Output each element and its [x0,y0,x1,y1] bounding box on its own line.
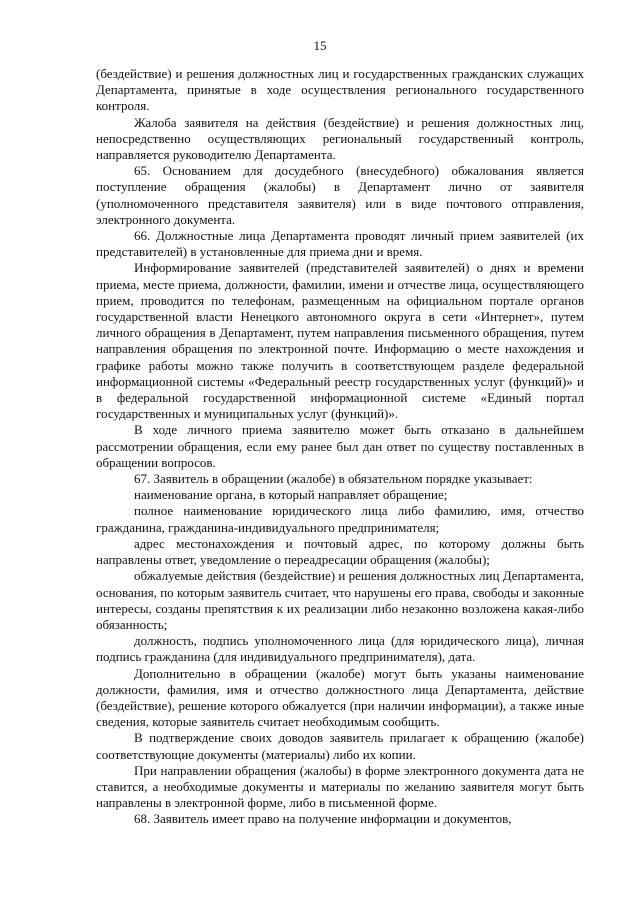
document-body [96,66,584,828]
paragraph: 65. Основанием для досудебного (внесудебного) обжалования является поступление обращения (жалобы) в Департамент лично от заявителя (уполномоченного представителя заявителя) или в виде почтового отправления, электронного документа. [96,163,584,227]
paragraph: При направлении обращения (жалобы) в форме электронного документа дата не ставится, а необходимые документы и материалы по желанию заявителя могут быть направлены в электронной форме, либо в письменной форме. [96,762,584,811]
paragraph: обжалуемые действия (бездействие) и решения должностных лиц Департамента, основания, по которым заявитель считает, что нарушены его права, свободы и законные интересы, созданы препятствия к их реализации либо незаконно возложена какая-либо обязанность; [96,568,584,632]
paragraph: адрес местонахождения и почтовый адрес, по которому должны быть направлены ответ, уведомление о переадресации обращения (жалобы); [96,535,584,568]
paragraph: (бездействие) и решения должностных лиц и государственных гражданских служащих Департамента, принятые в ходе осуществления регионального государственного контроля. [96,66,584,114]
paragraph: Дополнительно в обращении (жалобе) могут быть указаны наименование должности, фамилия, имя и отчество должностного лица Департамента, действие (бездействие), решение которого обжалуется (при наличии информации), а также иные сведения, которые заявитель считает необходимым сообщить. [96,665,584,730]
paragraph: В подтверждение своих доводов заявитель прилагает к обращению (жалобе) соответствующие документы (материалы) либо их копии. [96,730,584,762]
paragraph: наименование органа, в который направляет обращение; [134,487,448,503]
paragraph: Информирование заявителей (представителей заявителей) о днях и времени приема, месте приема, должности, фамилии, имени и отчестве лица, осуществляющего прием, проводится по телефонам, размещенным на официальном портале органов государственной власти Ненецкого автономного округа в сети «Интернет», путем личного обращения в Департамент, путем направления письменного обращения, путем направления обращения по электронной почте. Информацию о месте нахождения и графике работы можно также получить в соответствующем разделе федеральной информационной системы «Федеральный реестр государственных услуг (функций)» и в федеральной государственной информационной системе «Единый портал государственных и муниципальных услуг (функций)». [96,260,584,422]
paragraph: В ходе личного приема заявителю может быть отказано в дальнейшем рассмотрении обращения, если ему ранее был дан ответ по существу поставленных в обращении вопросов. [96,422,584,470]
paragraph: должность, подпись уполномоченного лица (для юридического лица), личная подпись гражданина (для индивидуального предпринимателя), дата. [96,633,584,665]
page-number: 15 [313,38,327,53]
paragraph: полное наименование юридического лица либо фамилию, имя, отчество гражданина, гражданина-индивидуального предпринимателя; [96,503,584,535]
paragraph: 66. Должностные лица Департамента проводят личный прием заявителей (их представителей) в установленные для приема дни и время. [96,228,584,260]
paragraph: Жалоба заявителя на действия (бездействие) и решения должностных лиц, непосредственно осуществляющих региональный государственный контроль, направляется руководителю Департамента. [96,114,584,163]
paragraph: 67. Заявитель в обращении (жалобе) в обязательном порядке указывает: [134,471,533,487]
paragraph: 68. Заявитель имеет право на получение информации и документов, [134,811,512,827]
